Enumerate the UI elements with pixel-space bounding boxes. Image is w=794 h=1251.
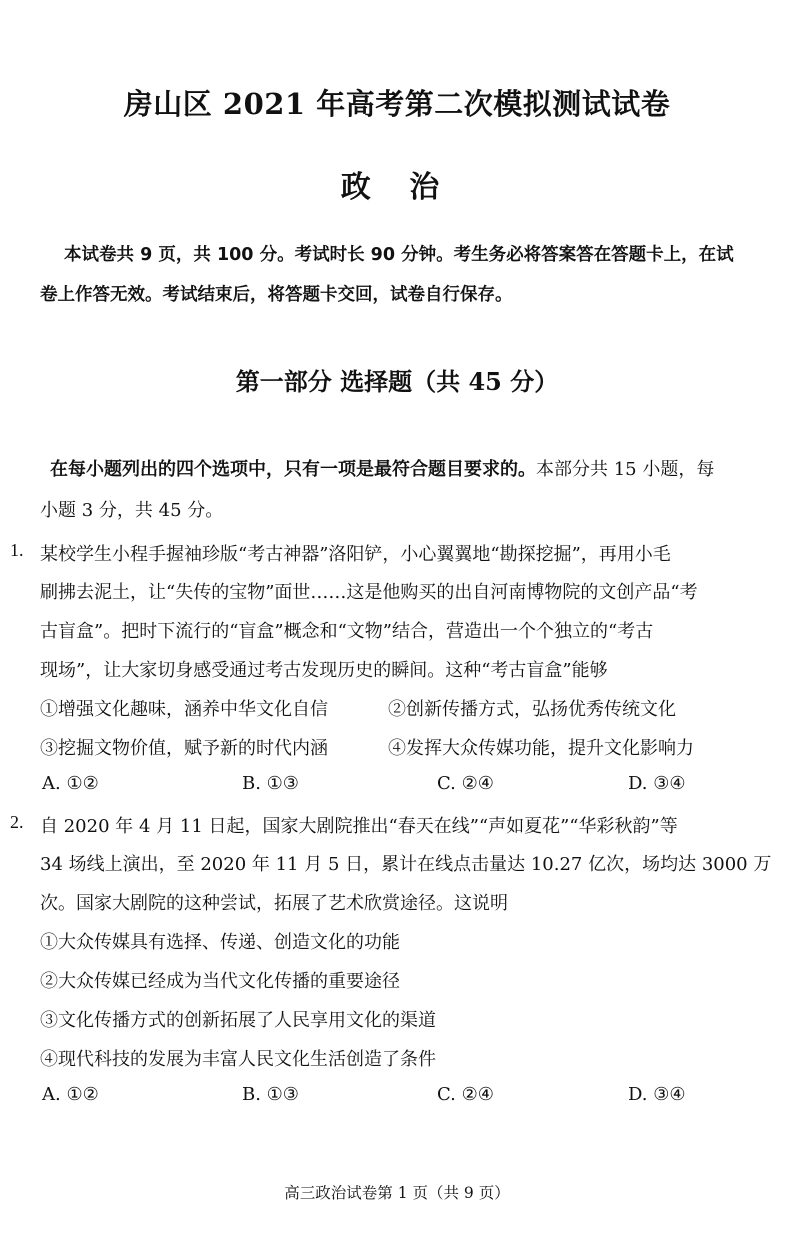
option-b[interactable]: B. ①③ <box>242 773 299 794</box>
statement-3: ③文化传播方式的创新拓展了人民享用文化的渠道 <box>40 1010 436 1031</box>
statement-1: ①增强文化趣味，涵养中华文化自信 <box>40 699 328 720</box>
statement-4: ④发挥大众传媒功能，提升文化影响力 <box>388 738 694 759</box>
statement-2: ②创新传播方式，弘扬优秀传统文化 <box>388 699 676 720</box>
question-text-line: 某校学生小程手握袖珍版“考古神器”洛阳铲，小心翼翼地“勘探挖掘”，再用小毛 <box>40 544 671 565</box>
section-title: 第一部分 选择题（共 45 分） <box>235 367 559 396</box>
question-number: 2. <box>10 812 24 832</box>
question-number: 1. <box>10 540 24 560</box>
subject-title: 政 治 <box>340 170 454 205</box>
question-text-line: 34 场线上演出，至 2020 年 11 月 5 日，累计在线点击量达 10.27 亿次，场均达 3000 万 <box>40 854 772 875</box>
statement-4: ④现代科技的发展为丰富人民文化生活创造了条件 <box>40 1049 436 1070</box>
question-text-line: 刷拂去泥土，让“失传的宝物”面世……这是他购买的出自河南博物院的文创产品“考 <box>40 582 698 603</box>
section-intro-rest: 本部分共 15 小题，每 <box>536 459 715 480</box>
option-b[interactable]: B. ①③ <box>242 1084 299 1105</box>
question-text-line: 古盲盒”。把时下流行的“盲盒”概念和“文物”结合，营造出一个个独立的“考古 <box>40 621 654 642</box>
instructions-line-2: 卷上作答无效。考试结束后，将答题卡交回，试卷自行保存。 <box>40 285 513 305</box>
statement-2: ②大众传媒已经成为当代文化传播的重要途径 <box>40 971 400 992</box>
option-a[interactable]: A. ①② <box>42 773 99 794</box>
exam-title: 房山区 2021 年高考第二次模拟测试试卷 <box>123 87 671 121</box>
option-a[interactable]: A. ①② <box>42 1084 99 1105</box>
option-c[interactable]: C. ②④ <box>437 773 494 794</box>
question-text-line: 自 2020 年 4 月 11 日起，国家大剧院推出“春天在线”“声如夏花”“华彩秋韵”等 <box>40 816 678 837</box>
section-intro-line-2: 小题 3 分，共 45 分。 <box>40 500 224 521</box>
section-intro-line-1 <box>50 455 714 481</box>
statement-1: ①大众传媒具有选择、传递、创造文化的功能 <box>40 932 400 953</box>
option-c[interactable]: C. ②④ <box>437 1084 494 1105</box>
option-d[interactable]: D. ③④ <box>628 1084 686 1105</box>
question-text-line: 现场”，让大家切身感受通过考古发现历史的瞬间。这种“考古盲盒”能够 <box>40 660 608 681</box>
option-d[interactable]: D. ③④ <box>628 773 686 794</box>
page-footer: 高三政治试卷第 1 页（共 9 页） <box>284 1184 510 1202</box>
statement-3: ③挖掘文物价值，赋予新的时代内涵 <box>40 738 328 759</box>
section-intro-bold: 在每小题列出的四个选项中，只有一项是最符合题目要求的。 <box>50 459 536 480</box>
instructions-line-1: 本试卷共 9 页，共 100 分。考试时长 90 分钟。考生务必将答案答在答题卡上，在试 <box>64 245 734 265</box>
question-text-line: 次。国家大剧院的这种尝试，拓展了艺术欣赏途径。这说明 <box>40 893 508 914</box>
